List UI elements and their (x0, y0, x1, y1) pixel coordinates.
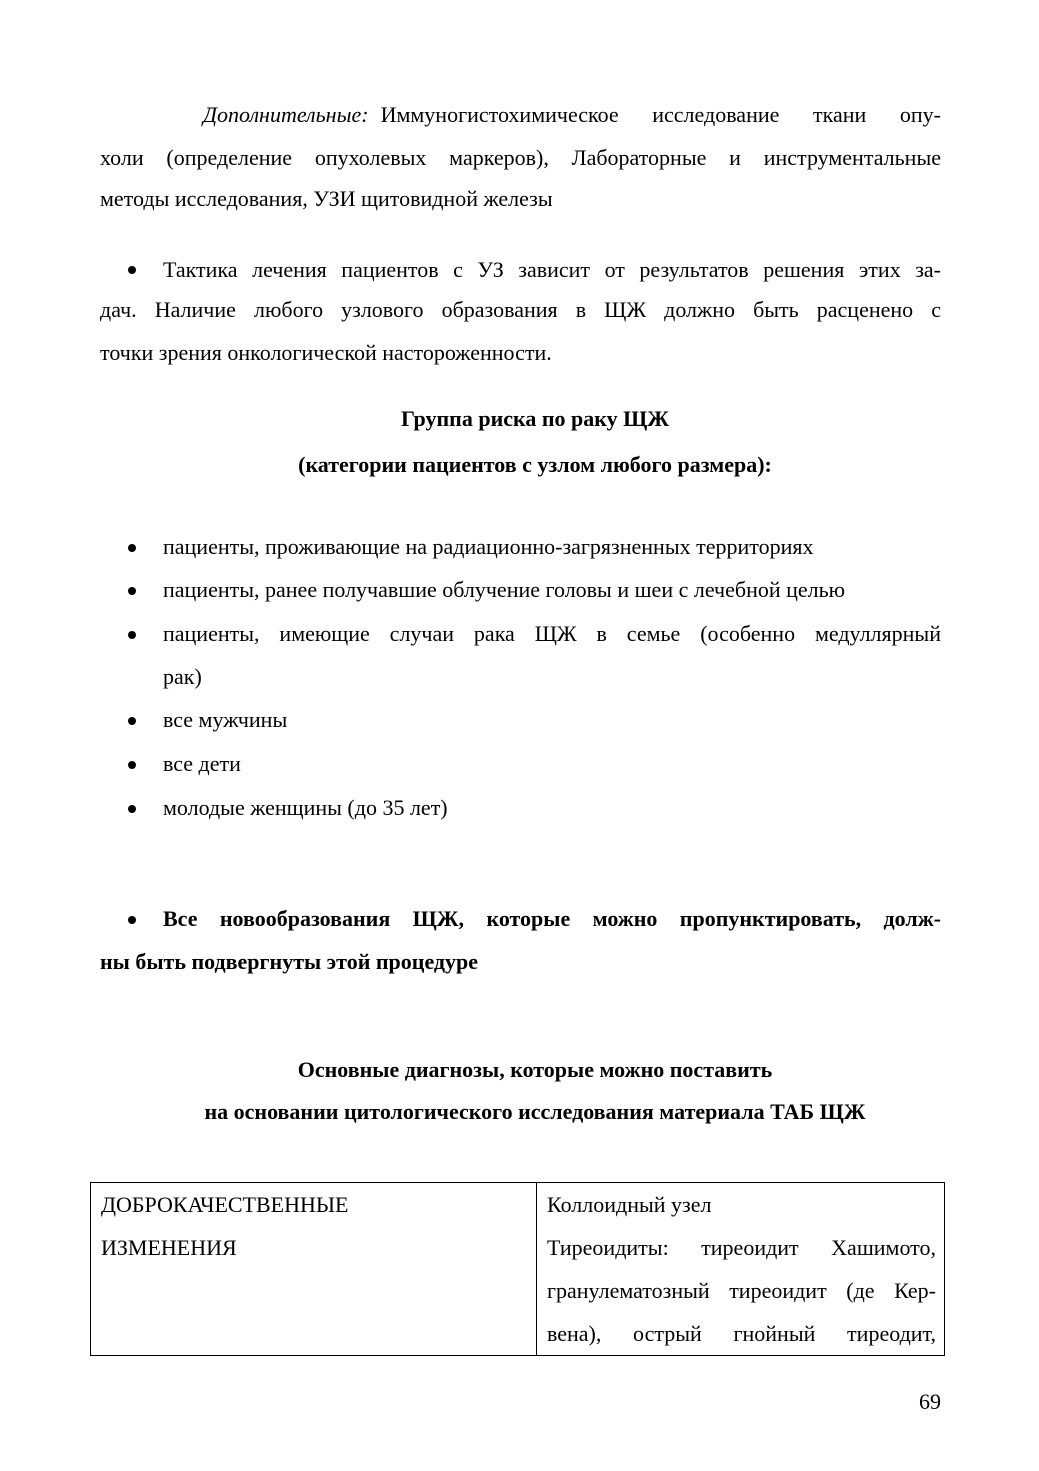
page-number: 69 (919, 1389, 941, 1414)
risk-heading-line-2: (категории пациентов с узлом любого размера): (298, 452, 772, 477)
diagnoses-heading-line-2: на основании цитологического исследования материала ТАБ ЩЖ (204, 1099, 866, 1124)
category-line: ИЗМЕНЕНИЯ (101, 1235, 237, 1260)
diagnosis-line: гранулематозный тиреоидит (де Кер- (547, 1278, 936, 1303)
risk-list-item-continuation: рак) (163, 664, 202, 689)
bullet-dot (128, 717, 136, 725)
paragraph-line-1 (100, 100, 941, 130)
italic-lead: Дополнительные: (203, 102, 369, 127)
diagnosis-line: Тиреоидиты: тиреоидит Хашимото, (547, 1235, 936, 1260)
bold-bullet-line-2: ны быть подвергнуты этой процедуре (100, 949, 479, 974)
bullet-dot (128, 761, 136, 769)
risk-list-item: пациенты, имеющие случаи рака ЩЖ в семье (особенно медуллярный (163, 621, 941, 646)
table-cell-category (91, 1183, 537, 1356)
diagnosis-line: вена), острый гнойный тиреодит, (547, 1321, 936, 1346)
paragraph-line-2: холи (определение опухолевых маркеров), Лабораторные и инструментальные (100, 145, 941, 170)
risk-list-item: молодые женщины (до 35 лет) (163, 795, 448, 820)
table-cell-diagnoses (537, 1183, 945, 1356)
tactics-line-1: Тактика лечения пациентов с УЗ зависит от результатов решения этих за- (163, 257, 941, 282)
bullet-dot (128, 631, 136, 639)
tactics-line-2: дач. Наличие любого узлового образования в ЩЖ должно быть расценено с (100, 297, 941, 322)
bullet-dot (128, 805, 136, 813)
bullet-dot (128, 916, 136, 924)
risk-list-item: все мужчины (163, 707, 288, 732)
category-line: ДОБРОКАЧЕСТВЕННЫЕ (101, 1192, 349, 1217)
diagnoses-heading-line-1: Основные диагнозы, которые можно поставить (297, 1057, 773, 1082)
bold-bullet-line-1: Все новообразования ЩЖ, которые можно пропунктировать, долж- (163, 906, 941, 931)
risk-heading-line-1: Группа риска по раку ЩЖ (400, 406, 670, 431)
diagnosis-line: Коллоидный узел (547, 1192, 712, 1217)
paragraph-line-3: методы исследования, УЗИ щитовидной железы (100, 186, 553, 211)
risk-list-item: все дети (163, 751, 241, 776)
bullet-dot (128, 544, 136, 552)
diagnoses-table (90, 1182, 945, 1356)
table-row (91, 1183, 945, 1356)
paragraph-line-1-text: Иммуногистохимическое исследование ткани опу- (380, 102, 941, 127)
bullet-dot (128, 266, 136, 274)
risk-list-item: пациенты, ранее получавшие облучение головы и шеи с лечебной целью (163, 577, 846, 602)
bullet-dot (128, 587, 136, 595)
tactics-line-3: точки зрения онкологической настороженности. (100, 340, 552, 365)
risk-list-item: пациенты, проживающие на радиационно-загрязненных территориях (163, 534, 814, 559)
